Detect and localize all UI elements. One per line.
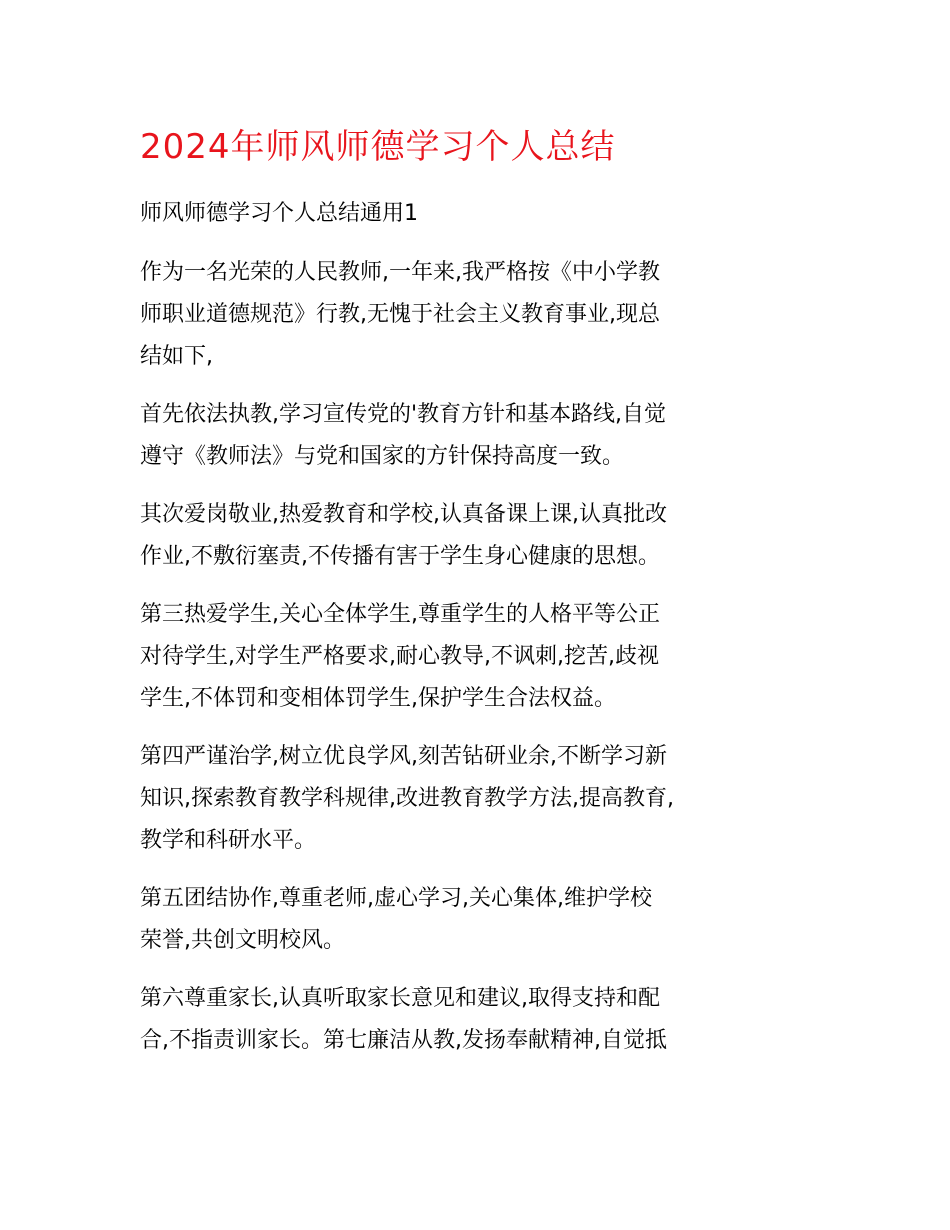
text-line: 第六尊重家长,认真听取家长意见和建议,取得支持和配 [140,986,660,1011]
text-line: 遵守《教师法》与党和国家的方针保持高度一致。 [140,444,625,469]
text-line: 对待学生,对学生严格要求,耐心教导,不讽刺,挖苦,歧视 [140,644,659,669]
text-line: 荣誉,共创文明校风。 [140,928,345,953]
text-line: 合,不指责训家长。第七廉洁从教,发扬奉献精神,自觉抵 [140,1028,667,1053]
text-line: 教学和科研水平。 [140,828,317,853]
text-line: 结如下, [140,344,213,369]
paragraph-fourth [140,736,820,862]
text-line: 师职业道德规范》行教,无愧于社会主义教育事业,现总 [140,302,660,327]
paragraph-sixth [140,978,820,1062]
text-line: 第四严谨治学,树立优良学风,刻苦钻研业余,不断学习新 [140,744,667,769]
document-body [140,252,820,1078]
paragraph-fifth [140,878,820,962]
text-line: 第三热爱学生,关心全体学生,尊重学生的人格平等公正 [140,602,660,627]
text-line: 作业,不敷衍塞责,不传播有害于学生身心健康的思想。 [140,544,660,569]
text-line: 其次爱岗敬业,热爱教育和学校,认真备课上课,认真批改 [140,502,667,527]
section-subtitle: 师风师德学习个人总结通用1 [140,201,418,226]
text-line: 首先依法执教,学习宣传党的'教育方针和基本路线,自觉 [140,402,667,427]
paragraph-second [140,494,820,578]
page-title: 2024年师风师德学习个人总结 [140,127,616,167]
paragraph-intro [140,252,820,378]
paragraph-first [140,394,820,478]
text-line: 学生,不体罚和变相体罚学生,保护学生合法权益。 [140,686,616,711]
text-line: 第五团结协作,尊重老师,虚心学习,关心集体,维护学校 [140,886,652,911]
paragraph-third [140,594,820,720]
text-line: 作为一名光荣的人民教师,一年来,我严格按《中小学教 [140,260,660,285]
text-line: 知识,探索教育教学科规律,改进教育教学方法,提高教育, [140,786,674,811]
